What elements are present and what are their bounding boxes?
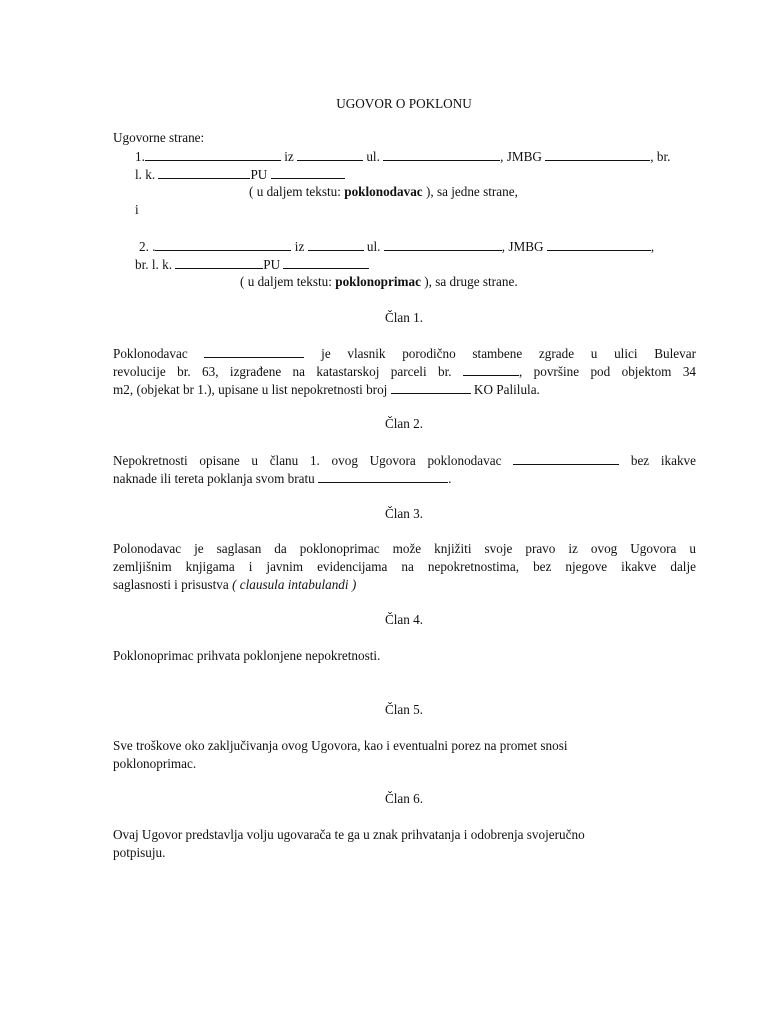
party1-jmbg-label: , JMBG xyxy=(500,149,542,164)
document-title: UGOVOR O POKLONU xyxy=(336,96,472,111)
article-3-heading: Član 3. xyxy=(384,506,424,521)
party1-lk-label: l. k. xyxy=(135,167,156,182)
article-2-line-2 xyxy=(113,469,451,488)
party1-br-label: , br. xyxy=(650,149,671,164)
donor-blank xyxy=(513,451,619,465)
article-3-text: saglasnosti i prisustva xyxy=(113,577,233,592)
party2-role-prefix: ( u daljem tekstu: xyxy=(240,274,336,289)
party2-role: poklonoprimac xyxy=(335,274,421,289)
party1-street-blank xyxy=(383,147,500,161)
party2-iz-label: iz xyxy=(294,239,305,254)
party2-number: 2. . xyxy=(139,239,156,254)
article-1-line-3 xyxy=(113,380,540,399)
article-4-line-1: Poklonoprimac prihvata poklonjene nepokretnosti. xyxy=(113,648,381,663)
party2-name-blank xyxy=(155,237,291,251)
article-2-line-1 xyxy=(113,451,696,470)
parties-label: Ugovorne strane: xyxy=(113,130,205,145)
article-2-text: bez ikakve xyxy=(630,453,696,468)
article-2-text: naknade ili tereta poklanja svom bratu xyxy=(113,471,315,486)
party2-jmbg-blank xyxy=(547,237,651,251)
article-2-heading: Član 2. xyxy=(384,416,424,431)
article-1-text: , površine pod objektom 34 xyxy=(518,364,697,379)
article-3-line-3 xyxy=(113,576,356,594)
article-1-text: revolucije br. 63, izgrađene na katastarskoj parceli br. xyxy=(113,364,452,379)
party2-idcard-blank xyxy=(175,255,263,269)
article-1-text: m2, (objekat br 1.), upisane u list nepokretnosti broj xyxy=(113,382,388,397)
party1-line2 xyxy=(135,165,345,184)
party1-role: poklonodavac xyxy=(344,184,423,199)
party1-ul-label: ul. xyxy=(366,149,380,164)
article-1-text: KO Palilula. xyxy=(473,382,540,397)
donor-name-blank xyxy=(204,344,304,358)
party1-idcard-blank xyxy=(158,165,250,179)
article-5-line-2: poklonoprimac. xyxy=(113,756,197,771)
party2-pu-label: PU xyxy=(263,257,281,272)
party1-iz-label: iz xyxy=(284,149,294,164)
party2-role-line xyxy=(240,273,518,291)
article-6-line-2: potpisuju. xyxy=(113,845,166,860)
article-5-heading: Član 5. xyxy=(384,702,424,717)
article-4-heading: Član 4. xyxy=(384,612,424,627)
party1-line1 xyxy=(135,147,670,166)
article-2-text: . xyxy=(448,471,452,486)
article-5-line-1: Sve troškove oko zaključivanja ovog Ugovora, kao i eventualni porez na promet snosi xyxy=(113,738,568,753)
article-1-line-2 xyxy=(113,362,696,381)
party1-jmbg-blank xyxy=(545,147,650,161)
party2-brlk-label: br. l. k. xyxy=(135,257,172,272)
article-1-line-1 xyxy=(113,344,696,363)
party1-pu-blank xyxy=(271,165,345,179)
party1-number: 1. xyxy=(135,149,145,164)
party1-role-line xyxy=(249,183,518,201)
party2-line1 xyxy=(139,237,654,256)
article-3-line-1: Polonodavac je saglasan da poklonoprimac može knjižiti svoje pravo iz ovog Ugovora u xyxy=(113,541,696,556)
article-1-text: je vlasnik porodično stambene zgrade u ulici Bulevar xyxy=(321,346,696,361)
party2-city-blank xyxy=(308,237,364,251)
article-6-heading: Član 6. xyxy=(384,791,424,806)
article-6-line-1: Ovaj Ugovor predstavlja volju ugovarača te ga u znak prihvatanja i odobrenja svojeručno xyxy=(113,827,585,842)
party1-role-suffix: ), sa jedne strane, xyxy=(422,184,518,199)
parcel-number-blank xyxy=(463,362,519,376)
party1-city-blank xyxy=(297,147,363,161)
clausula-intabulandi: ( clausula intabulandi ) xyxy=(232,577,357,592)
party2-jmbg-label: , JMBG xyxy=(501,239,544,254)
article-2-text: Nepokretnosti opisane u članu 1. ovog Ugovora poklonodavac xyxy=(113,453,502,468)
party2-role-suffix: ), sa druge strane. xyxy=(420,274,518,289)
party2-ul-label: ul. xyxy=(366,239,381,254)
party2-line2 xyxy=(135,255,369,274)
party2-street-blank xyxy=(384,237,502,251)
party-conjunction: i xyxy=(135,202,139,217)
party2-pu-blank xyxy=(283,255,369,269)
article-1-text: Poklonodavac xyxy=(113,346,188,361)
brother-name-blank xyxy=(318,469,448,483)
party1-pu-label: PU xyxy=(250,167,268,182)
article-3-line-2: zemljišnim knjigama i javnim evidencijama na nepokretnostima, bez njegove ikakve dalje xyxy=(113,559,696,574)
property-list-number-blank xyxy=(391,380,471,394)
party1-role-prefix: ( u daljem tekstu: xyxy=(249,184,345,199)
article-1-heading: Član 1. xyxy=(384,310,424,325)
party1-name-blank xyxy=(145,147,281,161)
party2-comma: , xyxy=(650,239,655,254)
